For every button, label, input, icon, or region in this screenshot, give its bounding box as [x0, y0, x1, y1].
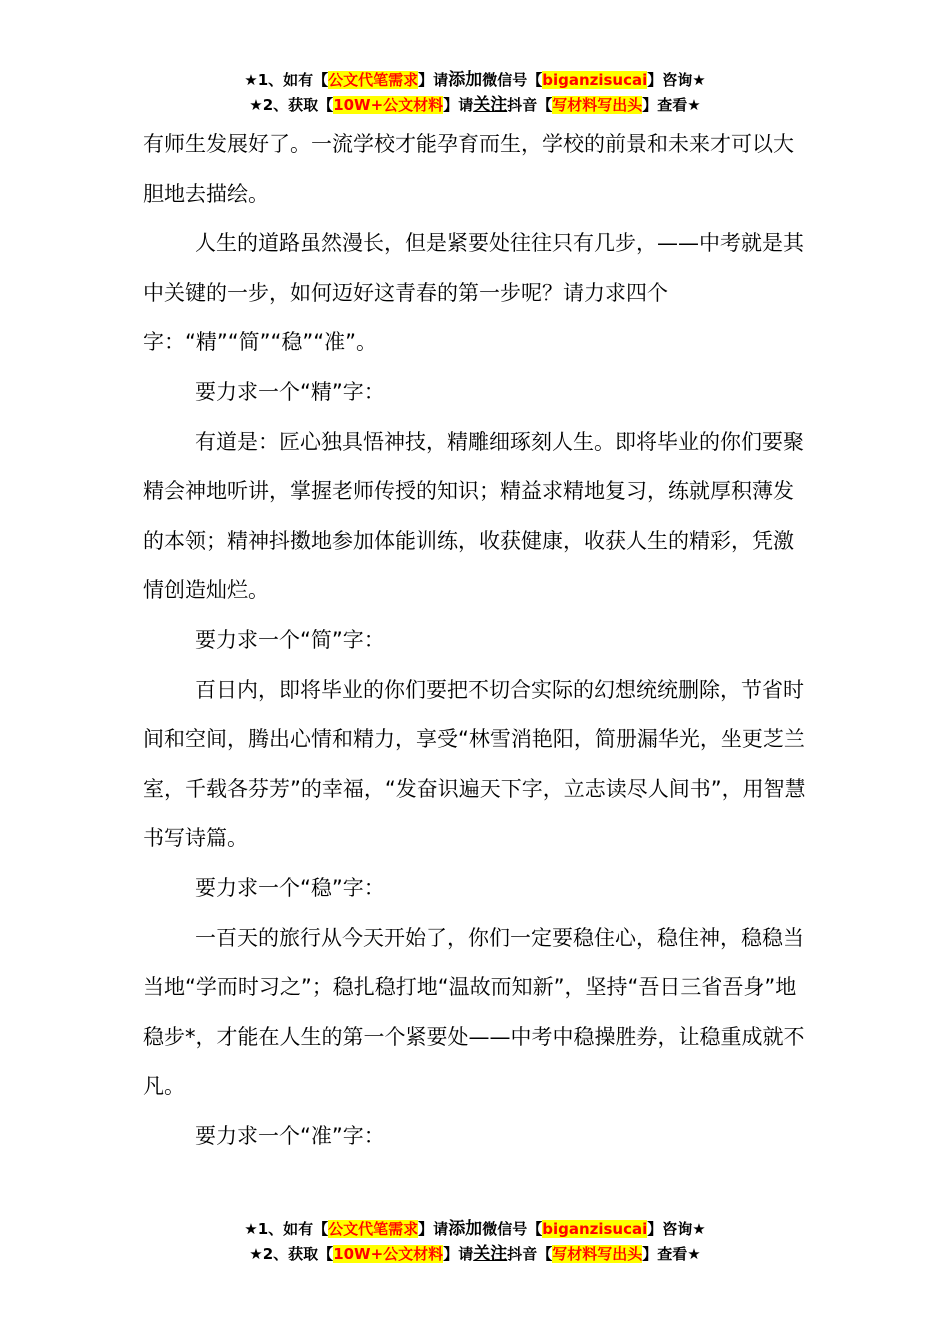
banner-emphasis: 添加 [448, 70, 483, 90]
banner-text: 微信号【 [482, 71, 543, 89]
footer-banner-line-1 [0, 1217, 950, 1242]
banner-text: 微信号【 [482, 1220, 543, 1238]
section-heading: 要力求一个“简”字： [195, 627, 385, 652]
paragraph: 人生的道路虽然漫长，但是紧要处往往只有几步，——中考就是其中关键的一步，如何迈好这青春的第一步呢？请力求四个字：“精”“简”“稳”“准”。 [143, 231, 804, 355]
banner-text: 】查看★ [642, 1245, 701, 1263]
banner-text: 】咨询★ [647, 71, 706, 89]
banner-text: 】请 [443, 96, 474, 114]
banner-text: ★1、如有【 [244, 71, 329, 89]
banner-text: 】请 [418, 1220, 449, 1238]
highlight-wechat-id: biganzisucai [542, 1220, 648, 1238]
highlight-materials: 10W+公文材料 [333, 96, 444, 114]
banner-text: 】查看★ [642, 96, 701, 114]
paragraph: 有师生发展好了。一流学校才能孕育而生，学校的前景和未来才可以大胆地去描绘。 [143, 132, 794, 206]
highlight-douyin-account: 写材料写出头 [552, 1245, 643, 1263]
banner-text: 抖音【 [507, 96, 553, 114]
banner-text: 抖音【 [507, 1245, 553, 1263]
header-banner-line-2 [0, 93, 950, 118]
highlight-service: 公文代笔需求 [328, 1220, 419, 1238]
highlight-douyin-account: 写材料写出头 [552, 96, 643, 114]
section-heading: 要力求一个“准”字： [195, 1123, 385, 1148]
banner-emphasis: 添加 [448, 1219, 483, 1239]
banner-text: ★1、如有【 [244, 1220, 329, 1238]
banner-text: ★2、获取【 [249, 1245, 334, 1263]
banner-emphasis: 关注 [473, 95, 508, 115]
banner-text: ★2、获取【 [249, 96, 334, 114]
banner-text: 】咨询★ [647, 1220, 706, 1238]
banner-text: 】请 [443, 1245, 474, 1263]
banner-text: 】请 [418, 71, 449, 89]
section-heading: 要力求一个“稳”字： [195, 875, 385, 900]
banner-emphasis: 关注 [473, 1244, 508, 1264]
footer-banner-line-2 [0, 1242, 950, 1267]
document-body [143, 120, 813, 1161]
header-banner-line-1 [0, 68, 950, 93]
highlight-wechat-id: biganzisucai [542, 71, 648, 89]
highlight-service: 公文代笔需求 [328, 71, 419, 89]
paragraph: 有道是：匠心独具悟神技，精雕细琢刻人生。即将毕业的你们要聚精会神地听讲，掌握老师传授的知识；精益求精地复习，练就厚积薄发的本领；精神抖擞地参加体能训练，收获健康，收获人生的精彩，凭激情创造灿烂。 [143, 429, 804, 603]
paragraph: 一百天的旅行从今天开始了，你们一定要稳住心，稳住神，稳稳当当地“学而时习之”；稳扎稳打地“温故而知新”，坚持“吾日三省吾身”地稳步*，才能在人生的第一个紧要处——中考中稳操胜券，让稳重成就不凡。 [143, 925, 805, 1099]
highlight-materials: 10W+公文材料 [333, 1245, 444, 1263]
paragraph: 百日内，即将毕业的你们要把不切合实际的幻想统统删除，节省时间和空间，腾出心情和精力，享受“林雪消艳阳，简册漏华光，坐更芝兰室，千载各芬芳”的幸福，“发奋识遍天下字，立志读尽人间书”，用智慧书写诗篇。 [143, 677, 806, 851]
footer-banner [0, 1217, 950, 1267]
section-heading: 要力求一个“精”字： [195, 379, 385, 404]
header-banner [0, 68, 950, 118]
